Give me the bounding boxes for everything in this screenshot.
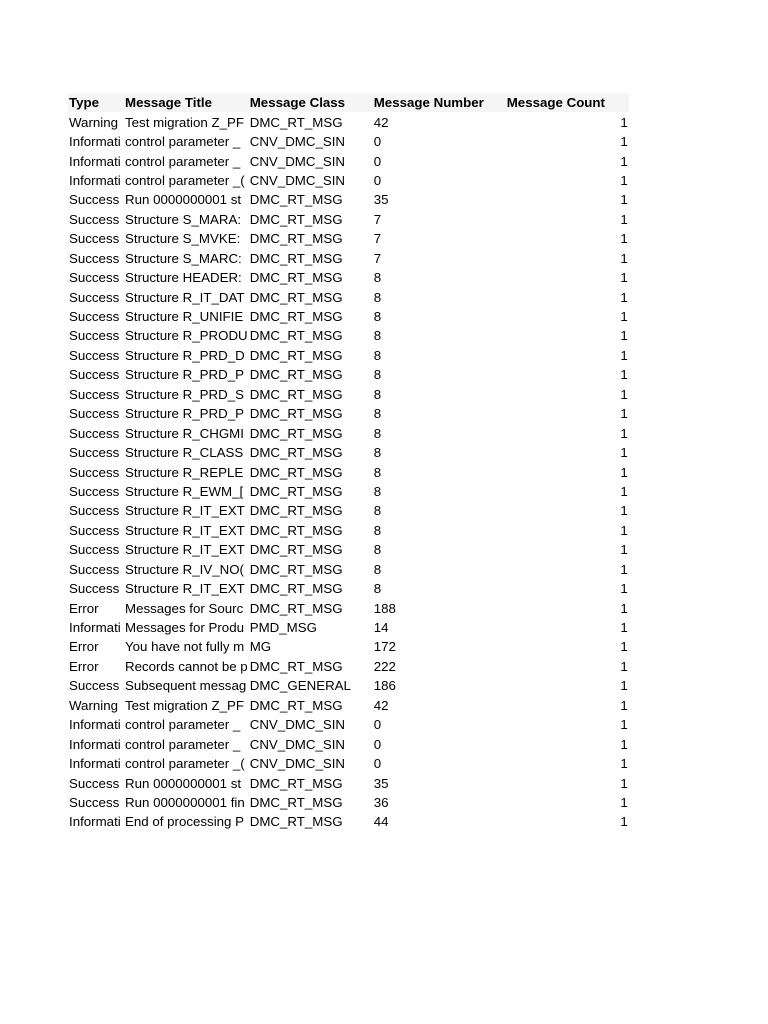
table-row	[68, 715, 629, 734]
cell-message-count: 1	[620, 289, 628, 305]
cell-message-count: 1	[620, 522, 628, 538]
cell-type: Success	[69, 328, 120, 344]
cell-message-class: DMC_RT_MSG	[249, 347, 343, 363]
cell-message-number: 8	[373, 406, 382, 422]
cell-message-class: DMC_RT_MSG	[249, 114, 343, 130]
cell-type: Success	[69, 464, 120, 480]
cell-message-count: 1	[620, 425, 628, 441]
table-row	[68, 385, 629, 404]
table-row	[68, 287, 629, 306]
header-message-title: Message Title	[125, 95, 212, 111]
cell-message-number: 35	[373, 192, 389, 208]
cell-message-title: Structure R_IV_NO(	[125, 561, 244, 577]
cell-message-title: Structure R_PRD_P	[125, 367, 244, 383]
cell-message-number: 35	[373, 775, 389, 791]
cell-message-count: 1	[620, 658, 628, 674]
cell-message-number: 8	[373, 270, 382, 286]
cell-type: Success	[69, 211, 120, 227]
cell-type: Informati	[69, 717, 121, 733]
cell-message-title: control parameter _	[125, 717, 241, 733]
cell-type: Error	[69, 639, 99, 655]
table-row	[68, 521, 629, 540]
cell-type: Informati	[69, 620, 121, 636]
cell-type: Success	[69, 542, 120, 558]
cell-type: Success	[69, 406, 120, 422]
table-row	[68, 112, 629, 131]
cell-message-class: MG	[249, 639, 272, 655]
cell-message-class: DMC_RT_MSG	[249, 600, 343, 616]
cell-message-title: Records cannot be p	[125, 658, 248, 674]
table-row	[68, 793, 629, 812]
cell-message-number: 7	[373, 231, 382, 247]
cell-message-number: 0	[373, 134, 382, 150]
table-row	[68, 754, 629, 773]
table-row	[68, 423, 629, 442]
table-row	[68, 346, 629, 365]
table-row	[68, 151, 629, 170]
cell-message-class: CNV_DMC_SIN	[249, 134, 346, 150]
cell-type: Success	[69, 445, 120, 461]
cell-type: Informati	[69, 814, 121, 830]
cell-message-title: Structure R_PRD_P	[125, 406, 244, 422]
cell-type: Success	[69, 250, 120, 266]
cell-type: Success	[69, 483, 120, 499]
cell-message-title: Structure S_MVKE:	[125, 231, 241, 247]
cell-type: Success	[69, 347, 120, 363]
table-row	[68, 676, 629, 695]
cell-message-count: 1	[620, 270, 628, 286]
cell-message-number: 7	[373, 211, 382, 227]
cell-type: Error	[69, 600, 99, 616]
cell-message-number: 8	[373, 347, 382, 363]
cell-message-title: control parameter _	[125, 736, 241, 752]
cell-message-class: CNV_DMC_SIN	[249, 172, 346, 188]
cell-message-title: control parameter _(	[125, 756, 245, 772]
cell-message-count: 1	[620, 756, 628, 772]
cell-type: Success	[69, 775, 120, 791]
cell-message-title: Test migration Z_PF	[125, 114, 244, 130]
cell-message-title: Run 0000000001 fin	[125, 794, 245, 810]
cell-message-class: DMC_RT_MSG	[249, 794, 343, 810]
cell-message-class: CNV_DMC_SIN	[249, 756, 346, 772]
cell-type: Informati	[69, 756, 121, 772]
cell-message-class: DMC_RT_MSG	[249, 309, 343, 325]
cell-type: Informati	[69, 736, 121, 752]
cell-message-title: Structure R_IT_DAT	[125, 289, 245, 305]
header-message-count: Message Count	[506, 95, 605, 111]
table-row	[68, 482, 629, 501]
cell-message-number: 8	[373, 464, 382, 480]
cell-message-count: 1	[620, 309, 628, 325]
table-row	[68, 598, 629, 617]
cell-message-count: 1	[620, 250, 628, 266]
cell-message-class: DMC_RT_MSG	[249, 211, 343, 227]
cell-message-count: 1	[620, 211, 628, 227]
cell-message-count: 1	[620, 814, 628, 830]
cell-message-class: DMC_RT_MSG	[249, 483, 343, 499]
cell-message-number: 8	[373, 328, 382, 344]
cell-type: Success	[69, 289, 120, 305]
cell-message-number: 8	[373, 522, 382, 538]
cell-type: Success	[69, 231, 120, 247]
spreadsheet-area	[68, 93, 629, 832]
cell-message-count: 1	[620, 697, 628, 713]
cell-message-class: DMC_RT_MSG	[249, 425, 343, 441]
table-row	[68, 696, 629, 715]
cell-message-class: DMC_GENERAL	[249, 678, 351, 694]
cell-message-count: 1	[620, 736, 628, 752]
cell-message-class: DMC_RT_MSG	[249, 289, 343, 305]
cell-message-count: 1	[620, 717, 628, 733]
table-row	[68, 190, 629, 209]
cell-message-title: You have not fully m	[125, 639, 245, 655]
cell-message-class: DMC_RT_MSG	[249, 522, 343, 538]
cell-type: Informati	[69, 172, 121, 188]
cell-message-number: 186	[373, 678, 396, 694]
cell-message-number: 0	[373, 172, 382, 188]
cell-message-number: 8	[373, 581, 382, 597]
header-message-number: Message Number	[373, 95, 484, 111]
cell-message-count: 1	[620, 386, 628, 402]
cell-message-number: 8	[373, 367, 382, 383]
cell-message-title: End of processing P	[125, 814, 245, 830]
cell-message-title: Structure R_PRD_S	[125, 386, 244, 402]
cell-message-count: 1	[620, 581, 628, 597]
cell-message-count: 1	[620, 561, 628, 577]
table-row	[68, 365, 629, 384]
cell-message-number: 172	[373, 639, 396, 655]
table-body	[68, 112, 629, 831]
header-message-class: Message Class	[249, 95, 346, 111]
cell-message-number: 7	[373, 250, 382, 266]
cell-type: Success	[69, 561, 120, 577]
cell-message-title: Structure S_MARA:	[125, 211, 242, 227]
cell-message-class: CNV_DMC_SIN	[249, 717, 346, 733]
cell-message-title: control parameter _	[125, 134, 241, 150]
cell-message-title: Structure R_PRODU	[125, 328, 248, 344]
cell-message-count: 1	[620, 464, 628, 480]
cell-type: Success	[69, 581, 120, 597]
table-row	[68, 268, 629, 287]
cell-message-count: 1	[620, 172, 628, 188]
header-type: Type	[69, 95, 100, 111]
cell-message-number: 222	[373, 658, 396, 674]
cell-message-class: DMC_RT_MSG	[249, 250, 343, 266]
cell-message-title: Structure R_EWM_[	[125, 483, 244, 499]
cell-message-class: DMC_RT_MSG	[249, 406, 343, 422]
header-row	[68, 93, 629, 112]
table-row	[68, 812, 629, 831]
table-row	[68, 579, 629, 598]
cell-message-title: control parameter _(	[125, 172, 245, 188]
table-row	[68, 132, 629, 151]
cell-message-number: 8	[373, 309, 382, 325]
cell-message-title: Structure R_IT_EXT	[125, 503, 245, 519]
cell-message-class: DMC_RT_MSG	[249, 231, 343, 247]
cell-message-count: 1	[620, 192, 628, 208]
cell-message-class: DMC_RT_MSG	[249, 658, 343, 674]
cell-message-count: 1	[620, 483, 628, 499]
cell-message-class: CNV_DMC_SIN	[249, 736, 346, 752]
cell-message-number: 8	[373, 503, 382, 519]
table-row	[68, 210, 629, 229]
table-row	[68, 560, 629, 579]
cell-message-class: DMC_RT_MSG	[249, 775, 343, 791]
cell-message-title: control parameter _	[125, 153, 241, 169]
cell-message-count: 1	[620, 406, 628, 422]
cell-message-number: 8	[373, 386, 382, 402]
cell-message-title: Structure R_IT_EXT	[125, 542, 245, 558]
cell-message-number: 8	[373, 425, 382, 441]
cell-message-number: 8	[373, 483, 382, 499]
table-row	[68, 501, 629, 520]
cell-message-count: 1	[620, 794, 628, 810]
cell-message-title: Structure R_CLASS	[125, 445, 244, 461]
cell-message-class: DMC_RT_MSG	[249, 270, 343, 286]
cell-message-count: 1	[620, 620, 628, 636]
table-row	[68, 307, 629, 326]
table-row	[68, 773, 629, 792]
table-row	[68, 171, 629, 190]
cell-message-number: 36	[373, 794, 389, 810]
cell-type: Warning	[69, 697, 119, 713]
cell-message-title: Structure R_IT_EXT	[125, 581, 245, 597]
cell-message-number: 0	[373, 153, 382, 169]
cell-message-title: Structure S_MARC:	[125, 250, 242, 266]
cell-message-title: Messages for Sourc	[125, 600, 244, 616]
cell-message-number: 0	[373, 756, 382, 772]
cell-message-count: 1	[620, 445, 628, 461]
table-row	[68, 657, 629, 676]
cell-message-title: Run 0000000001 st	[125, 775, 242, 791]
cell-message-number: 8	[373, 445, 382, 461]
table-row	[68, 734, 629, 753]
table-row	[68, 326, 629, 345]
cell-message-class: DMC_RT_MSG	[249, 328, 343, 344]
cell-type: Error	[69, 658, 99, 674]
cell-type: Warning	[69, 114, 119, 130]
cell-type: Success	[69, 192, 120, 208]
cell-message-number: 14	[373, 620, 389, 636]
cell-message-title: Structure R_IT_EXT	[125, 522, 245, 538]
cell-message-class: DMC_RT_MSG	[249, 386, 343, 402]
cell-message-title: Structure R_PRD_D	[125, 347, 245, 363]
table-row	[68, 443, 629, 462]
cell-message-title: Run 0000000001 st	[125, 192, 242, 208]
cell-type: Success	[69, 367, 120, 383]
cell-message-number: 8	[373, 289, 382, 305]
table-row	[68, 618, 629, 637]
cell-message-title: Structure R_UNIFIE	[125, 309, 244, 325]
cell-message-number: 42	[373, 697, 389, 713]
table-row	[68, 540, 629, 559]
cell-message-title: Test migration Z_PF	[125, 697, 244, 713]
cell-message-count: 1	[620, 231, 628, 247]
cell-message-class: DMC_RT_MSG	[249, 367, 343, 383]
table-row	[68, 404, 629, 423]
cell-message-class: DMC_RT_MSG	[249, 503, 343, 519]
cell-message-class: DMC_RT_MSG	[249, 464, 343, 480]
cell-message-count: 1	[620, 678, 628, 694]
cell-message-number: 44	[373, 814, 389, 830]
table-row	[68, 637, 629, 656]
cell-message-number: 8	[373, 542, 382, 558]
cell-message-count: 1	[620, 114, 628, 130]
cell-type: Success	[69, 270, 120, 286]
cell-message-class: DMC_RT_MSG	[249, 192, 343, 208]
cell-type: Informati	[69, 134, 121, 150]
cell-message-count: 1	[620, 600, 628, 616]
cell-message-count: 1	[620, 542, 628, 558]
cell-type: Success	[69, 386, 120, 402]
cell-message-number: 0	[373, 717, 382, 733]
cell-message-number: 188	[373, 600, 396, 616]
cell-message-class: DMC_RT_MSG	[249, 814, 343, 830]
cell-message-class: DMC_RT_MSG	[249, 697, 343, 713]
cell-message-title: Subsequent messag	[125, 678, 247, 694]
cell-message-class: DMC_RT_MSG	[249, 561, 343, 577]
cell-message-count: 1	[620, 503, 628, 519]
cell-message-number: 0	[373, 736, 382, 752]
cell-message-count: 1	[620, 134, 628, 150]
cell-type: Success	[69, 522, 120, 538]
cell-message-count: 1	[620, 775, 628, 791]
cell-message-count: 1	[620, 639, 628, 655]
cell-message-title: Structure R_CHGMI	[125, 425, 244, 441]
cell-message-title: Structure HEADER:	[125, 270, 242, 286]
cell-type: Success	[69, 425, 120, 441]
table-row	[68, 229, 629, 248]
cell-message-class: DMC_RT_MSG	[249, 581, 343, 597]
cell-message-count: 1	[620, 347, 628, 363]
cell-message-count: 1	[620, 328, 628, 344]
cell-message-number: 8	[373, 561, 382, 577]
cell-message-count: 1	[620, 367, 628, 383]
table-row	[68, 249, 629, 268]
cell-type: Informati	[69, 153, 121, 169]
cell-message-class: DMC_RT_MSG	[249, 542, 343, 558]
cell-message-class: CNV_DMC_SIN	[249, 153, 346, 169]
cell-message-title: Structure R_REPLE	[125, 464, 244, 480]
cell-message-class: DMC_RT_MSG	[249, 445, 343, 461]
cell-type: Success	[69, 309, 120, 325]
messages-table	[68, 93, 629, 832]
cell-message-title: Messages for Produ	[125, 620, 244, 636]
cell-type: Success	[69, 503, 120, 519]
cell-type: Success	[69, 678, 120, 694]
table-row	[68, 462, 629, 481]
cell-type: Success	[69, 794, 120, 810]
cell-message-number: 42	[373, 114, 389, 130]
cell-message-count: 1	[620, 153, 628, 169]
cell-message-class: PMD_MSG	[249, 620, 317, 636]
